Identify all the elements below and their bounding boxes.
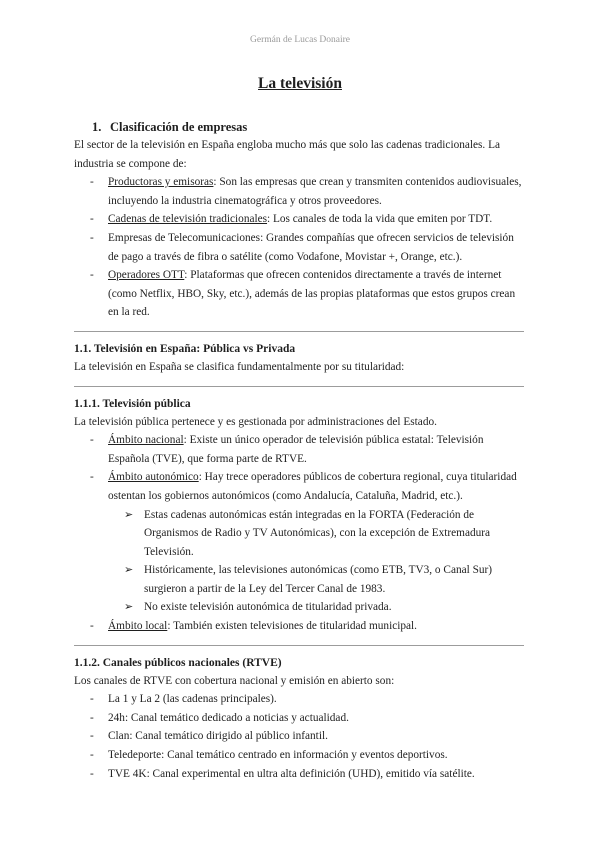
sub-list-item: [74, 598, 524, 617]
rtve-channels-list: [74, 690, 524, 783]
section-1-list: [74, 173, 524, 322]
sub-list-item-text: Históricamente, las televisiones autonómicas (como ETB, TV3, o Canal Sur) surgieron a partir de la Ley del Tercer Canal de 1983.: [144, 564, 493, 595]
section-1-heading-text: Clasificación de empresas: [110, 120, 248, 134]
arrow-bullet-icon: ➢: [124, 564, 134, 577]
list-item-text: Empresas de Telecomunicaciones: Grandes compañías que ofrecen servicios de televisión de pago a través de fibra o satélite (como Vodafone, Movistar +, Orange, etc.).: [108, 231, 514, 263]
section-1-intro: El sector de la televisión en España engloba mucho más que solo las cadenas tradicionales. La industria se compone de:: [74, 139, 500, 170]
sub-list-item: [74, 561, 524, 598]
section-1-1-1-heading: 1.1.1. Televisión pública: [74, 397, 191, 410]
list-item: [74, 229, 524, 266]
section-1-1-1-intro: La televisión pública pertenece y es gestionada por administraciones del Estado.: [74, 415, 437, 428]
list-item: - Clan: Canal temático dirigido al público infantil.: [74, 727, 524, 746]
list-item-text: : También existen televisiones de titularidad municipal.: [167, 620, 417, 633]
autonomico-sublist: [74, 506, 524, 618]
section-1-heading: [92, 118, 524, 136]
divider: [74, 645, 524, 646]
section-1-1-2-intro: Los canales de RTVE con cobertura nacional y emisión en abierto son:: [74, 674, 395, 687]
list-item-text: : Hay trece operadores públicos de cobertura regional, cuya titularidad ostentan los gobiernos autonómicos (como Andalucía, Cataluña, Madrid, etc.).: [108, 471, 517, 502]
list-item-text: : Los canales de toda la vida que emiten por TDT.: [267, 213, 493, 226]
list-item-term: Ámbito autonómico: [108, 471, 199, 484]
divider: [74, 386, 524, 387]
list-item: - TVE 4K: Canal experimental en ultra alta definición (UHD), emitido vía satélite.: [74, 765, 524, 784]
section-1-1-text: La televisión en España se clasifica fundamentalmente por su titularidad:: [74, 360, 405, 373]
list-item-term: Ámbito nacional: [108, 434, 184, 447]
list-item: - La 1 y La 2 (las cadenas principales).: [74, 690, 524, 709]
list-item-nacional: [74, 431, 524, 468]
sub-list-item: [74, 506, 524, 562]
list-item-term: Productoras y emisoras: [108, 176, 214, 189]
section-1-1-2-heading: 1.1.2. Canales públicos nacionales (RTVE): [74, 656, 282, 669]
list-item: [74, 266, 524, 322]
section-1-1-1-list-cont: [74, 617, 524, 636]
list-item: - 24h: Canal temático dedicado a noticias y actualidad.: [74, 709, 524, 728]
document-body: [74, 118, 524, 783]
page-header-author: Germán de Lucas Donaire: [250, 35, 350, 45]
arrow-bullet-icon: ➢: [124, 508, 134, 521]
list-item: [74, 173, 524, 210]
arrow-bullet-icon: ➢: [124, 601, 134, 614]
list-item-term: Ámbito local: [108, 620, 168, 633]
sub-list-item-text: Estas cadenas autonómicas están integradas en la FORTA (Federación de Organismos de Radio y TV Autonómicas), con la excepción de Extremadura Televisión.: [144, 508, 491, 558]
list-item-local: [74, 617, 524, 636]
list-item-autonomico: [74, 468, 524, 505]
list-item-term: Operadores OTT: [108, 269, 185, 282]
list-item: - Teledeporte: Canal temático centrado en información y eventos deportivos.: [74, 746, 524, 765]
section-1-number: 1.: [92, 120, 102, 134]
list-item-text: : Son las empresas que crean y transmiten contenidos audiovisuales, incluyendo la industria cinematográfica y otros proveedores.: [108, 176, 522, 207]
list-item-term: Cadenas de televisión tradicionales: [108, 213, 268, 226]
page-title: La televisión: [258, 75, 342, 92]
list-item: [74, 210, 524, 229]
section-1-1-1-list: [74, 431, 524, 505]
list-item-text: : Existe un único operador de televisión pública estatal: Televisión Española (TVE), que forma parte de RTVE.: [108, 434, 484, 465]
divider: [74, 331, 524, 332]
list-item-text: : Plataformas que ofrecen contenidos directamente a través de internet (como Netflix, HBO, Sky, etc.), además de las propias plataformas que estos grupos crean en la red.: [108, 269, 516, 319]
sub-list-item-text: No existe televisión autonómica de titularidad privada.: [144, 601, 392, 614]
section-1-1-heading: 1.1. Televisión en España: Pública vs Privada: [74, 342, 296, 355]
